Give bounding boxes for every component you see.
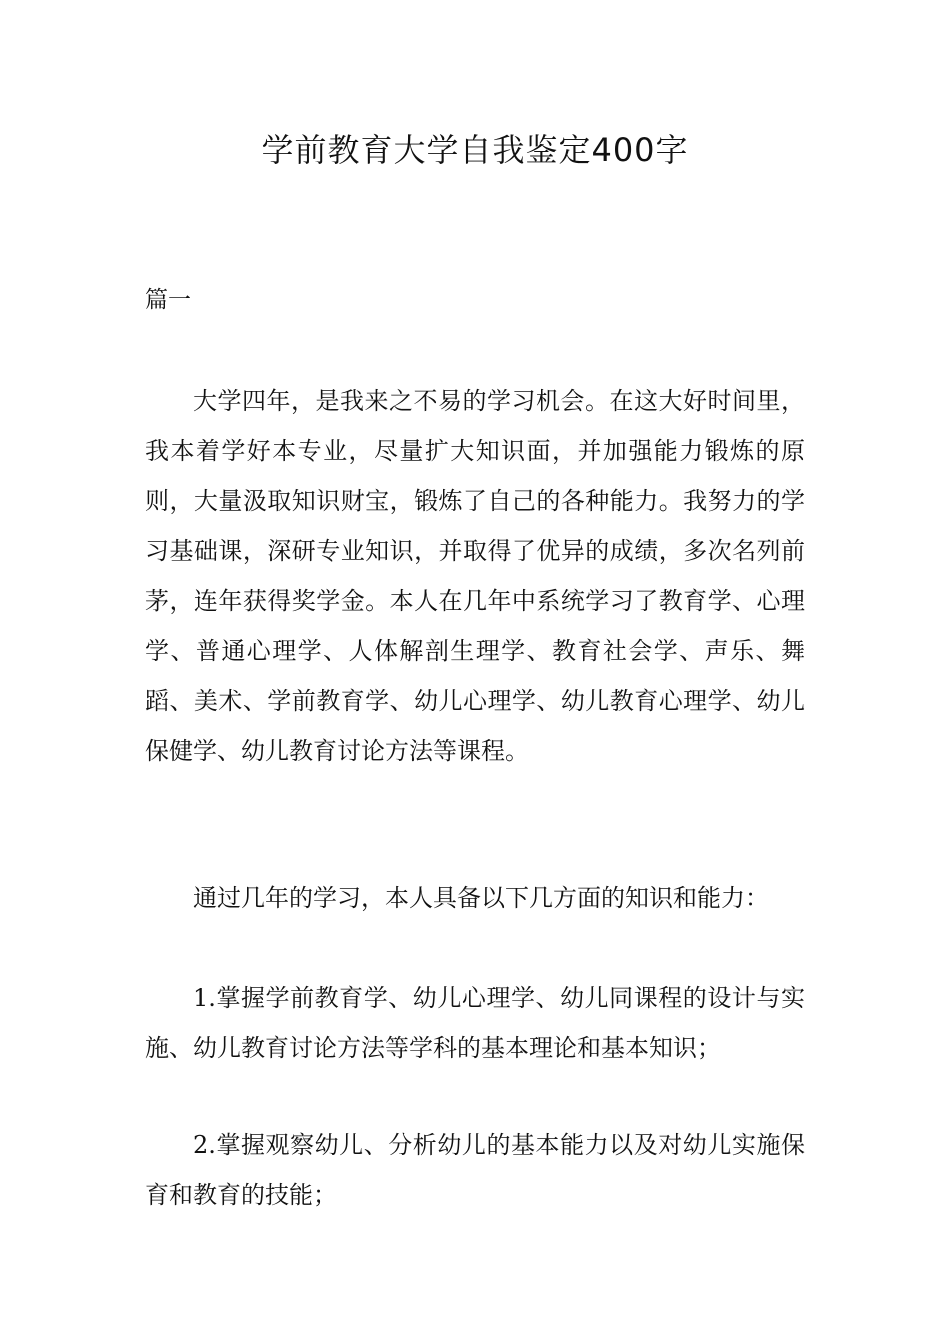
document-title: 学前教育大学自我鉴定400字 — [261, 131, 689, 169]
paragraph-abilities-lead: 通过几年的学习，本人具备以下几方面的知识和能力： — [193, 884, 769, 912]
section-label: 篇一 — [145, 287, 191, 313]
paragraph-point-1: 1.掌握学前教育学、幼儿心理学、幼儿同课程的设计与实施、幼儿教育讨论方法等学科的基本理论和基本知识； — [145, 984, 805, 1062]
paragraph-point-2: 2.掌握观察幼儿、分析幼儿的基本能力以及对幼儿实施保育和教育的技能； — [145, 1131, 805, 1209]
paragraph-intro: 大学四年，是我来之不易的学习机会。在这大好时间里，我本着学好本专业，尽量扩大知识面，并加强能力锻炼的原则，大量汲取知识财宝，锻炼了自己的各种能力。我努力的学习基础课，深研专业知识，并取得了优异的成绩，多次名列前茅，连年获得奖学金。本人在几年中系统学习了教育学、心理学、普通心理学、人体解剖生理学、教育社会学、声乐、舞蹈、美术、学前教育学、幼儿心理学、幼儿教育心理学、幼儿保健学、幼儿教育讨论方法等课程。 — [145, 387, 805, 765]
